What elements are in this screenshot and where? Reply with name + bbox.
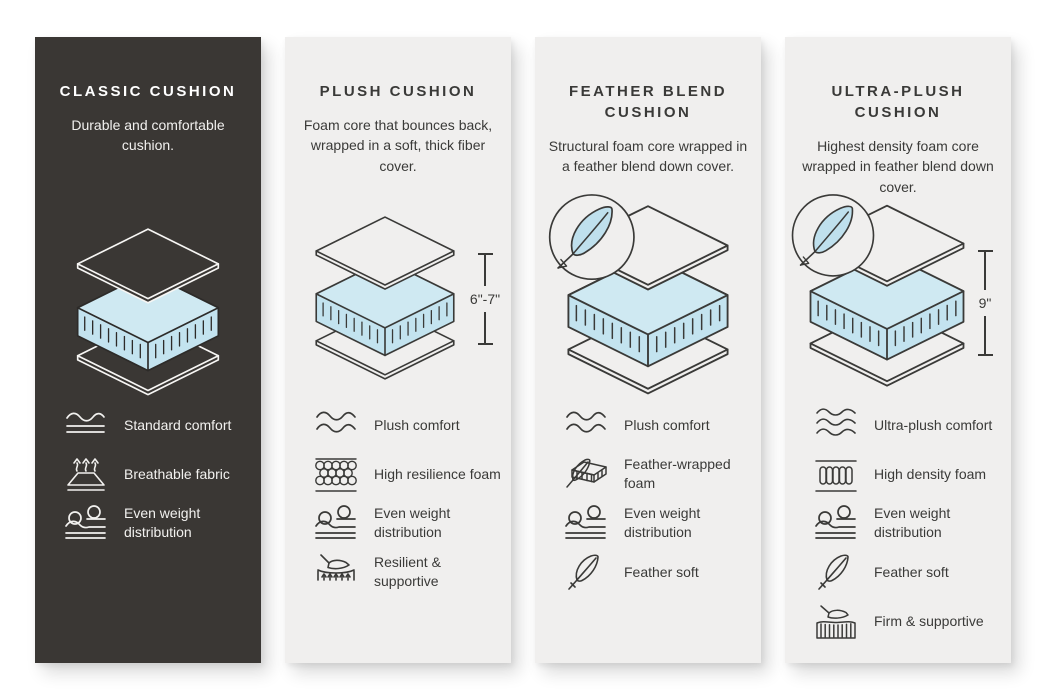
feature-label: High resilience foam xyxy=(374,465,501,482)
cushion-diagram-icon xyxy=(545,194,751,398)
feature-row xyxy=(813,601,1005,641)
feature-list xyxy=(313,405,505,601)
column-title: CLASSIC CUSHION xyxy=(59,83,237,100)
cushion-diagram-icon xyxy=(57,225,239,399)
dimension-line xyxy=(984,316,986,354)
feather-badge-icon xyxy=(550,195,634,279)
feature-label: High density foam xyxy=(874,465,987,482)
feature-label: Feather soft xyxy=(624,563,699,580)
feature-row xyxy=(813,405,1005,445)
feature-label: Feather-wrapped foam xyxy=(624,456,731,491)
feature-row xyxy=(563,552,755,592)
feature-row xyxy=(63,503,255,543)
cushion-diagram-icon xyxy=(788,194,986,390)
dimension-line xyxy=(484,255,486,286)
density-foam-icon xyxy=(813,454,859,494)
height-dimension-marker xyxy=(961,250,1009,356)
dimension-line xyxy=(484,312,486,343)
dimension-cap xyxy=(978,354,993,356)
feature-list xyxy=(63,405,255,552)
column-description: Highest density foam core wrapped in feather blend down cover. xyxy=(802,138,994,195)
foam-cells-icon xyxy=(313,454,359,494)
height-dimension-marker xyxy=(461,253,509,345)
feature-row xyxy=(313,454,505,494)
feature-label: Plush comfort xyxy=(624,416,710,433)
dimension-cap xyxy=(478,343,493,345)
wave-comfort-icon xyxy=(63,405,109,445)
feature-row xyxy=(313,405,505,445)
feature-label: Plush comfort xyxy=(374,416,460,433)
feature-label: Firm & supportive xyxy=(874,612,984,629)
cushion-diagram-icon xyxy=(296,213,474,383)
column-description: Foam core that bounces back, wrapped in a soft, thick fiber cover. xyxy=(303,117,493,174)
column-plush-cushion xyxy=(285,37,511,663)
feather-icon xyxy=(813,552,859,592)
feature-list xyxy=(563,405,755,601)
feature-row xyxy=(813,454,1005,494)
column-title: PLUSH CUSHION xyxy=(319,83,477,100)
foot-firm-icon xyxy=(813,601,859,641)
feature-row xyxy=(313,503,505,543)
feather-icon xyxy=(563,552,609,592)
feature-row xyxy=(313,552,505,592)
feature-row xyxy=(563,405,755,445)
feature-row xyxy=(563,454,755,494)
column-description: Structural foam core wrapped in a feather blend down cover. xyxy=(548,138,748,175)
dimension-label: 9" xyxy=(978,295,992,311)
feature-label: Even weight distribution xyxy=(624,505,701,540)
feature-row xyxy=(813,503,1005,543)
cushion-layers-illustration xyxy=(535,194,761,398)
feature-label: Feather soft xyxy=(874,563,949,580)
feature-label: Ultra-plush comfort xyxy=(874,416,993,433)
column-title: FEATHER BLEND CUSHION xyxy=(568,83,728,121)
feature-label: Standard comfort xyxy=(124,416,232,433)
dimension-line xyxy=(984,252,986,290)
feature-row xyxy=(563,503,755,543)
feather-badge-icon xyxy=(793,195,874,276)
triple-wave-comfort-icon xyxy=(813,405,859,445)
double-wave-comfort-icon xyxy=(563,405,609,445)
breathable-fabric-icon xyxy=(63,454,109,494)
feature-list xyxy=(813,405,1005,650)
double-wave-comfort-icon xyxy=(313,405,359,445)
even-weight-icon xyxy=(63,503,109,543)
feature-label: Even weight distribution xyxy=(374,505,451,540)
feature-label: Resilient & supportive xyxy=(374,554,441,589)
feature-label: Even weight distribution xyxy=(874,505,951,540)
feature-row xyxy=(63,405,255,445)
column-description: Durable and comfortable cushion. xyxy=(71,117,225,154)
feature-label: Breathable fabric xyxy=(124,465,230,482)
even-weight-icon xyxy=(563,503,609,543)
even-weight-icon xyxy=(313,503,359,543)
feature-row xyxy=(813,552,1005,592)
feather-foam-icon xyxy=(563,454,609,494)
column-feather-blend-cushion xyxy=(535,37,761,663)
feature-row xyxy=(63,454,255,494)
feature-label: Even weight distribution xyxy=(124,505,201,540)
even-weight-icon xyxy=(813,503,859,543)
foot-resilient-icon xyxy=(313,552,359,592)
dimension-label: 6"-7" xyxy=(469,291,501,307)
cushion-layers-illustration xyxy=(35,225,261,399)
column-classic-cushion xyxy=(35,37,261,663)
columns-row xyxy=(35,37,1011,663)
column-title: ULTRA-PLUSH CUSHION xyxy=(831,83,965,121)
column-ultra-plush-cushion xyxy=(785,37,1011,663)
